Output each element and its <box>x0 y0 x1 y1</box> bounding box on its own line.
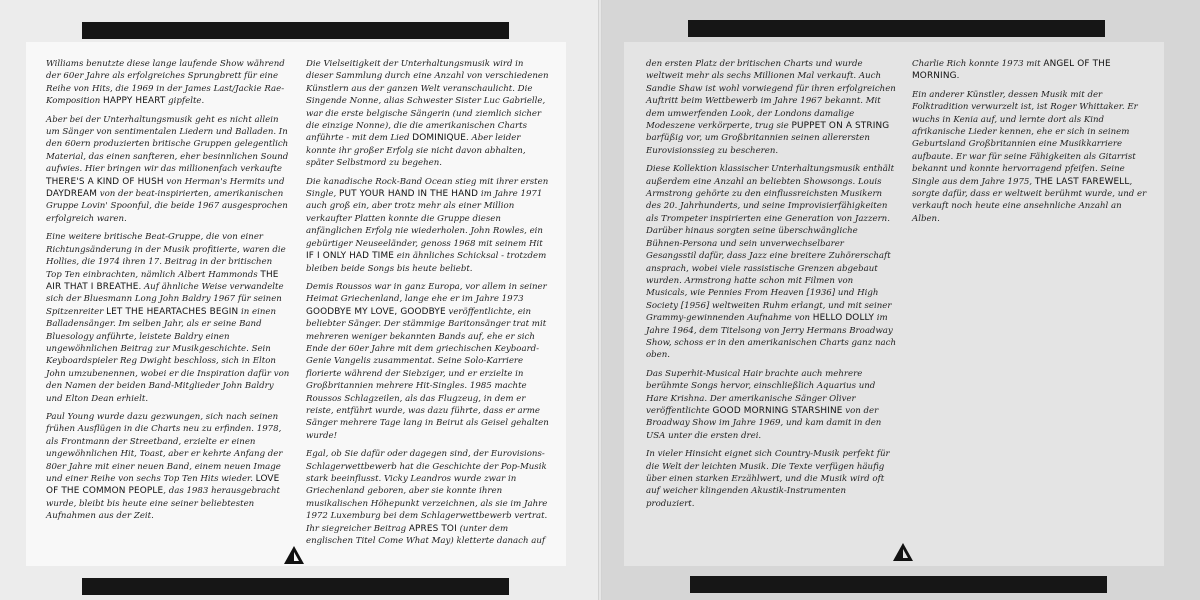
song-title: THE AIR THAT I BREATHE <box>46 269 279 292</box>
song-title: IF I ONLY HAD TIME <box>306 251 395 262</box>
paragraph: Aber bei der Unterhaltungsmusik geht es nicht allein um Sänger von sentimentalen Liedern und Balladen. In den 60ern produzierten britische Gruppen gelegentlich Material, das einen sanfteren, eher besinnlichen Sound aufwies. Hier bringen wir das millionenfach verkaufte THERE'S A KIND OF HUSH von Herman's Hermits und DAYDREAM von der beat-inspirierten, amerikanischen Gruppe Lovin' Spoonful, die beide 1967 ausgesprochen erfolgreich waren. <box>46 114 289 224</box>
bottom-black-bar <box>690 576 1107 593</box>
text-column-2 <box>912 58 1150 231</box>
song-title: APRES TOI <box>408 523 457 534</box>
paragraph: Egal, ob Sie dafür oder dagegen sind, der Eurovisions-Schlagerwettbewerb hat die Geschichte der Pop-Musik stark beeinflusst. Vicky Leandros wurde zwar in Griechenland geboren, aber sie konnte ihren musikalischen Höhepunkt verzeichnen, als sie im Jahre 1972 Luxemburg bei dem Schlagerwettbewerb vertrat. Ihr siegreicher Beitrag APRES TOI (unter dem englischen Titel Come What May) kletterte danach auf <box>306 449 548 547</box>
paragraph: den ersten Platz der britischen Charts und wurde weltweit mehr als sechs Millionen Mal verkauft. Auch Sandie Shaw ist wohl vorwiegend für ihren erfolgreichen Auftritt beim Wettbewerb im Jahre 1967 bekannt. Mit dem umwerfenden Look, der Londons damalige Modeszene verkörperte, trug sie PUPPET ON A STRING barfüßig vor, um Großbritannien seinen allerersten Eurovisionssieg zu bescheren. <box>646 59 896 156</box>
song-title: ANGEL OF THE MORNING <box>912 59 1111 82</box>
text-column-1 <box>646 58 896 516</box>
paragraph: Die Vielseitigkeit der Unterhaltungsmusik wird in dieser Sammlung durch eine Anzahl von verschiedenen Künstlern aus der ganzen Welt veranschaulicht. Die Singende Nonne, alias Schwester Sister Luc Gabrielle, war die erste belgische Sängerin (und ziemlich sicher die einzige Nonne), die die amerikanischen Charts anführte - mit dem Lied DOMINIQUE. Aber leider konnte ihr großer Erfolg sie nicht davon abhalten, später Selbstmord zu begehen. <box>306 59 549 169</box>
text-panel-left <box>26 42 566 566</box>
paragraph: Ein anderer Künstler, dessen Musik mit der Folktradition verwurzelt ist, ist Roger Whittaker. Er wuchs in Kenia auf, und lernte dort als Kind afrikanische Lieder kennen, ehe er sich in seinem Geburtsland Großbritannien eine Musikkarriere aufbaute. Er war für seine Fähigkeiten als Gitarrist bekannt und konnte hervorragend pfeifen. Seine Single aus dem Jahre 1975, THE LAST FAREWELL, sorgte dafür, dass er weltweit berühmt wurde, und er verkauft noch heute eine ansehnliche Anzahl an Alben. <box>912 89 1147 224</box>
song-title: GOOD MORNING STARSHINE <box>712 405 843 416</box>
paragraph: Charlie Rich konnte 1973 mit ANGEL OF THE MORNING. <box>912 59 1111 82</box>
paragraph: In vieler Hinsicht eignet sich Country-Musik perfekt für die Welt der leichten Musik. Die Texte verfügen häufig über einen starken Erzählwert, und die Musik wird oft auf weicher klingenden Akustik-Instrumenten produziert. <box>646 449 890 509</box>
song-title: DAYDREAM <box>46 189 98 200</box>
song-title: THE LAST FAREWELL <box>1034 176 1130 187</box>
song-title: HAPPY HEART <box>103 96 166 107</box>
song-title: PUT YOUR HAND IN THE HAND <box>338 189 479 200</box>
paragraph: Paul Young wurde dazu gezwungen, sich nach seinen frühen Ausflügen in die Charts neu zu erfinden. 1978, als Frontmann der Streetband, erzielte er einen ungewöhnlichen Hit, Toast, aber er kehrte Anfang der 80er Jahre mit einer neuen Band, einem neuen Image und einer Reihe von sechs Top Ten Hits wieder. LOVE OF THE COMMON PEOPLE, das 1983 herausgebracht wurde, bleibt bis heute eine seiner beliebtesten Aufnahmen aus der Zeit. <box>46 411 283 522</box>
song-title: LOVE OF THE COMMON PEOPLE <box>46 474 280 497</box>
song-title: PUPPET ON A STRING <box>791 121 890 132</box>
top-black-bar <box>82 22 509 39</box>
text-column-1 <box>46 58 290 529</box>
song-title: DOMINIQUE <box>412 133 467 144</box>
triangle-logo-icon <box>892 542 914 562</box>
text-panel-right <box>624 42 1164 566</box>
bottom-black-bar <box>82 578 509 595</box>
paragraph: Williams benutzte diese lange laufende Show während der 60er Jahre als erfolgreiches Sprungbrett für eine Reihe von Hits, die 1969 in der James Last/Jackie Rae-Komposition HAPPY HEART gipfelte. <box>46 59 285 107</box>
paragraph: Demis Roussos war in ganz Europa, vor allem in seiner Heimat Griechenland, lange ehe er im Jahre 1973 GOODBYE MY LOVE, GOODBYE veröffentlichte, ein beliebter Sänger. Der stämmige Baritonsänger trat mit mehreren weniger bekannten Bands auf, ehe er sich Ende der 60er Jahre mit dem griechischen Keyboard-Genie Vangelis zusammentat. Seine Solo-Karriere florierte während der Siebziger, und er erzielte in Großbritannien mehrere Hit-Singles. 1985 machte Roussos Schlagzeilen, als das Flugzeug, in dem er reiste, entführt wurde, was dazu führte, dass er arme Sänger mehrere Tage lang in Beirut als Geisel gehalten wurde! <box>306 281 549 441</box>
paragraph: Eine weitere britische Beat-Gruppe, die von einer Richtungsänderung in der Musik profitierte, waren die Hollies, die 1974 ihren 17. Beitrag in der britischen Top Ten einbrachten, nämlich Albert Hammonds THE AIR THAT I BREATHE. Auf ähnliche Weise verwandelte sich der Bluesmann Long John Baldry 1967 für seinen Spitzenreiter LET THE HEARTACHES BEGIN in einen Balladensänger. Im selben Jahr, als er seine Band Bluesology anführte, leistete Baldry einen ungewöhnlichen Beitrag zur Musikgeschichte. Sein Keyboardspieler Reg Dwight beschloss, sich in Elton John umzubenennen, wobei er die Inspiration dafür von den Namen der beiden Band-Mitglieder John Baldry und Elton Dean erhielt. <box>46 232 290 404</box>
book-fold <box>598 0 602 600</box>
right-page <box>600 0 1200 600</box>
song-title: LET THE HEARTACHES BEGIN <box>106 306 239 317</box>
top-black-bar <box>688 20 1105 37</box>
song-title: GOODBYE MY LOVE, GOODBYE <box>306 306 446 317</box>
song-title: THERE'S A KIND OF HUSH <box>46 176 164 187</box>
triangle-logo-icon <box>283 545 305 565</box>
text-column-2 <box>306 58 550 553</box>
paragraph: Das Superhit-Musical Hair brachte auch mehrere berühmte Songs hervor, einschließlich Aquarius und Hare Krishna. Der amerikanische Sänger Oliver veröffentlichte GOOD MORNING STARSHINE von der Broadway Show im Jahre 1969, und kam damit in den USA unter die ersten drei. <box>646 368 882 441</box>
paragraph: Diese Kollektion klassischer Unterhaltungsmusik enthält außerdem eine Anzahl an beliebten Showsongs. Louis Armstrong gehörte zu den einflussreichsten Musikern des 20. Jahrhunderts, und seine Improvisierfähigkeiten als Trompeter inspirierten eine Generation von Jazzern. Darüber hinaus sorgten seine überschwängliche Bühnen-Persona und sein unverwechselbarer Gesangsstil dafür, dass Jazz eine breitere Zuhörerschaft ansprach, wobei viele rassistische Grenzen abgebaut wurden. Armstrong hatte schon mit Filmen von Musicals, wie Pennies From Heaven [1936] und High Society [1956] weltweiten Ruhm erlangt, und mit seiner Grammy-gewinnenden Aufnahme von HELLO DOLLY im Jahre 1964, dem Titelsong von Jerry Hermans Broadway Show, schoss er in den amerikanischen Charts ganz nach oben. <box>646 164 896 361</box>
paragraph: Die kanadische Rock-Band Ocean stieg mit ihrer ersten Single, PUT YOUR HAND IN THE HAND im Jahre 1971 auch groß ein, aber trotz mehr als einer Million verkaufter Platten konnte die Gruppe diesen anfänglichen Erfolg nie wiederholen. John Rowles, ein gebürtiger Neuseeländer, genoss 1968 mit seinem Hit IF I ONLY HAD TIME ein ähnliches Schicksal - trotzdem bleiben beide Songs bis heute beliebt. <box>306 176 549 274</box>
song-title: HELLO DOLLY <box>812 313 875 324</box>
